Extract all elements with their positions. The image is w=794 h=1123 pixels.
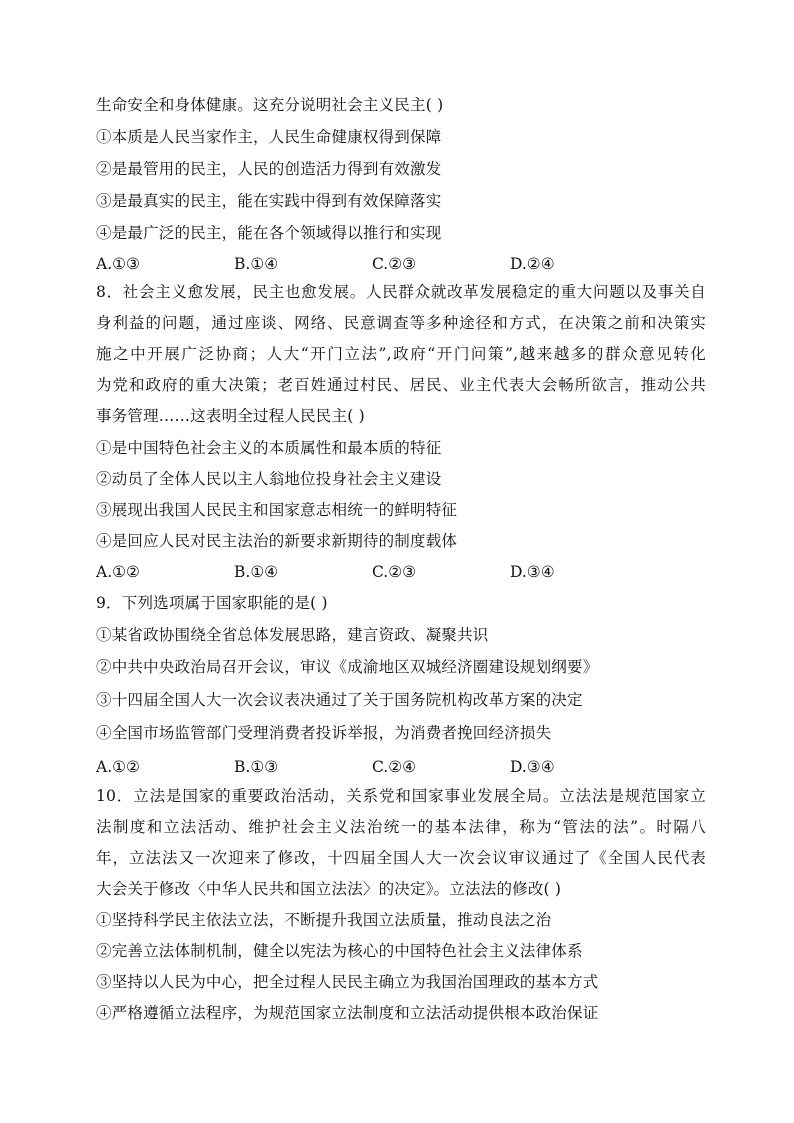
q7-option-2: ②是最管用的民主，人民的创造活力得到有效激发 [96,160,442,178]
q9-choice-a[interactable]: A.①② [96,758,140,776]
q10-stem-line-1: 10．立法是国家的重要政治活动，关系党和国家事业发展全局。立法法是规范国家立 [96,787,706,805]
q10-option-2: ②完善立法体制机制，健全以宪法为核心的中国特色社会主义法律体系 [96,942,583,960]
q10-stem-line-4: 大会关于修改〈中华人民共和国立法法〉的决定》。立法法的修改( ) [96,880,562,898]
q8-stem-line-3: 施之中开展广泛协商；人大“开门立法”,政府“开门问策”,越来越多的群众意见转化 [96,345,706,363]
q7-option-1: ①本质是人民当家作主，人民生命健康权得到保障 [96,128,442,146]
q7-choice-c[interactable]: C.②③ [372,255,417,273]
q10-stem-line-2: 法制度和立法活动、维护社会主义法治统一的基本法律，称为“管法的法”。时隔八 [96,818,706,836]
q10-option-1: ①坚持科学民主依法立法，不断提升我国立法质量，推动良法之治 [96,911,552,929]
q9-option-2: ②中共中央政治局召开会议，审议《成渝地区双城经济圈建设规划纲要》 [96,658,599,676]
q7-option-3: ③是最真实的民主，能在实践中得到有效保障落实 [96,192,442,210]
q9-option-4: ④全国市场监管部门受理消费者投诉举报，为消费者挽回经济损失 [96,724,552,742]
q7-choices [96,254,706,274]
q9-option-3: ③十四届全国人大一次会议表决通过了关于国务院机构改革方案的决定 [96,691,583,709]
q8-option-4: ④是回应人民对民主法治的新要求新期待的制度载体 [96,532,458,550]
q9-choices [96,757,706,777]
q7-stem-tail: 生命安全和身体健康。这充分说明社会主义民主( ) [96,96,444,114]
q8-choices [96,562,706,582]
q9-stem-line-1: 9．下列选项属于国家职能的是( ) [96,594,328,612]
q9-choice-b[interactable]: B.①③ [234,758,279,776]
q7-option-4: ④是最广泛的民主，能在各个领域得以推行和实现 [96,224,442,242]
q10-option-3: ③坚持以人民为中心，把全过程人民民主确立为我国治国理政的基本方式 [96,973,599,991]
q8-stem-line-2: 身利益的问题，通过座谈、网络、民意调查等多种途径和方式，在决策之前和决策实 [96,314,706,332]
q9-choice-d[interactable]: D.③④ [510,758,555,776]
q7-choice-b[interactable]: B.①④ [234,255,279,273]
q8-choice-b[interactable]: B.①④ [234,563,279,581]
q8-stem-line-1: 8．社会主义愈发展，民主也愈发展。人民群众就改革发展稳定的重大问题以及事关自 [96,283,706,301]
q8-option-3: ③展现出我国人民民主和国家意志相统一的鲜明特征 [96,501,458,519]
q7-choice-d[interactable]: D.②④ [510,255,555,273]
q8-choice-c[interactable]: C.②③ [372,563,417,581]
q10-stem-line-3: 年，立法法又一次迎来了修改，十四届全国人大一次会议审议通过了《全国人民代表 [96,849,706,867]
q8-option-1: ①是中国特色社会主义的本质属性和最本质的特征 [96,439,442,457]
q8-choice-d[interactable]: D.③④ [510,563,555,581]
q8-stem-line-5: 事务管理……这表明全过程人民民主( ) [96,407,365,425]
q9-choice-c[interactable]: C.②④ [372,758,417,776]
q9-option-1: ①某省政协围绕全省总体发展思路，建言资政、凝聚共识 [96,626,489,644]
q10-option-4: ④严格遵循立法程序，为规范国家立法制度和立法活动提供根本政治保证 [96,1004,599,1022]
q8-choice-a[interactable]: A.①② [96,563,140,581]
q8-option-2: ②动员了全体人民以主人翁地位投身社会主义建设 [96,470,442,488]
q7-choice-a[interactable]: A.①③ [96,255,140,273]
q8-stem-line-4: 为党和政府的重大决策；老百姓通过村民、居民、业主代表大会畅所欲言，推动公共 [96,376,706,394]
